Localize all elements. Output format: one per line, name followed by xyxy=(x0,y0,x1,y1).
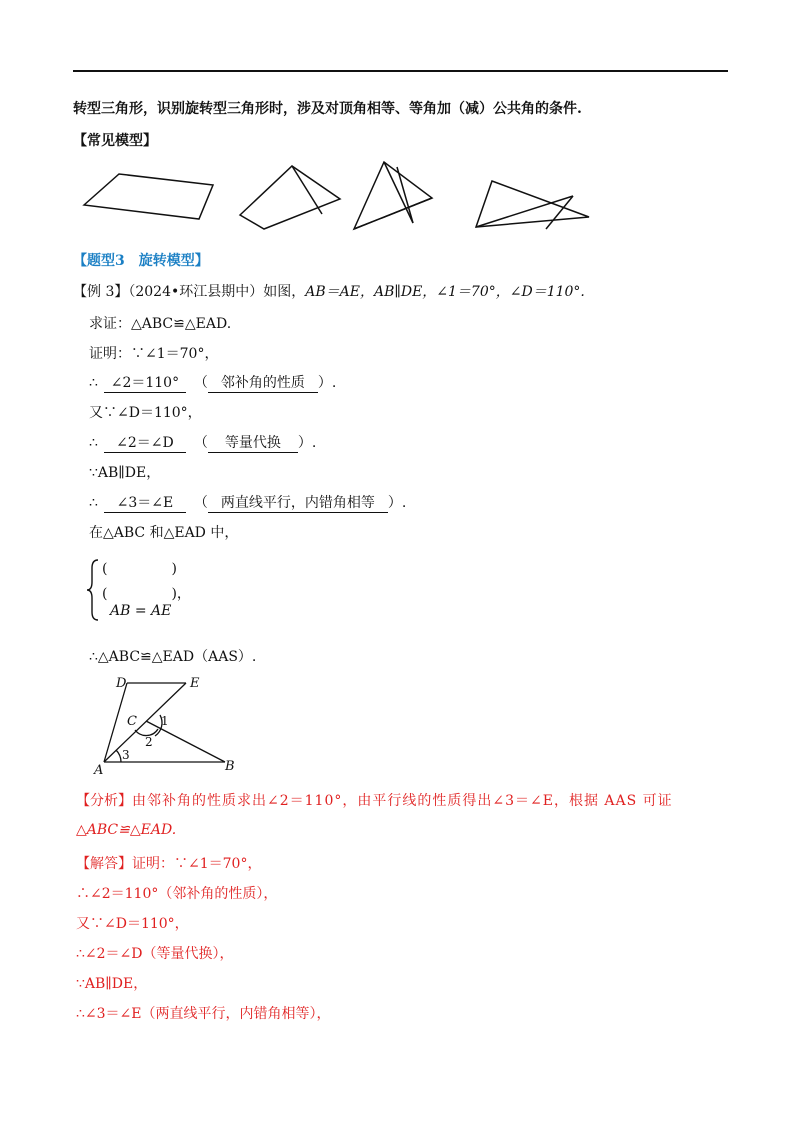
label-B: B xyxy=(225,759,235,774)
example-source: （2024•环江县期中）如图， xyxy=(128,284,306,300)
system-line1-close: ) xyxy=(171,561,177,577)
system-line1-open: ( xyxy=(102,561,108,577)
conclusion-line: ∴△ABC≌△EAD（AAS）. xyxy=(89,649,257,665)
answer-line5: ∵AB∥DE， xyxy=(76,976,148,992)
angle-arc-3 xyxy=(116,750,121,762)
step3-reason: 等量代换 xyxy=(208,435,298,453)
analysis-label: 【分析】 xyxy=(76,793,132,809)
answer-line2: ∴∠2＝110°（邻补角的性质）， xyxy=(76,886,278,902)
common-models-heading: 【常见模型】 xyxy=(73,133,157,149)
system-line3: AB = AE xyxy=(110,603,172,619)
label-D: D xyxy=(116,676,127,691)
analysis-line1 xyxy=(76,790,673,810)
system-line2-open: ( xyxy=(102,586,108,602)
answer-text1: 证明：∵∠1＝70°， xyxy=(132,856,262,872)
step1-prefix: ∴ xyxy=(89,375,98,391)
analysis-text1: 由邻补角的性质求出∠2＝110°，由平行线的性质得出∠3＝∠E，根据 AAS 可证 xyxy=(132,793,673,809)
step3-prefix: ∴ xyxy=(89,435,98,451)
proof-step4: ∵AB∥DE， xyxy=(89,465,161,481)
label-A: A xyxy=(94,763,104,778)
system-line2-close: )， xyxy=(171,586,191,602)
section-title: 【题型3 旋转模型】 xyxy=(73,253,209,269)
step5-prefix: ∴ xyxy=(89,495,98,511)
step1-blank: ∠2＝110° xyxy=(104,375,186,393)
answer-line3: 又∵∠D＝110°， xyxy=(76,916,189,932)
step5-reason: 两直线平行，内错角相等 xyxy=(208,495,388,513)
example-label: 【例 3】 xyxy=(73,284,129,300)
segment-CB xyxy=(146,721,225,762)
step3-blank: ∠2＝∠D xyxy=(104,435,186,453)
label-angle2: 2 xyxy=(145,735,153,749)
step1-reason: 邻补角的性质 xyxy=(208,375,318,393)
proof-step1: ∴ ∠2＝110° （ 邻补角的性质 ）. xyxy=(89,375,337,391)
label-angle3: 3 xyxy=(122,748,130,762)
proof-start: 证明：∵∠1＝70°， xyxy=(89,346,219,362)
answer-label: 【解答】 xyxy=(76,856,132,872)
intro-line: 转型三角形，识别旋转型三角形时，涉及对顶角相等、等角加（减）公共角的条件. xyxy=(73,101,582,117)
answer-line4: ∴∠2＝∠D（等量代换）， xyxy=(76,946,234,962)
answer-line1 xyxy=(76,853,261,873)
label-angle1: 1 xyxy=(161,714,169,728)
example-given: AB＝AE，AB∥DE，∠1＝70°，∠D＝110°. xyxy=(305,284,585,300)
proof-step2: 又∵∠D＝110°， xyxy=(89,405,202,421)
analysis-line2: △ABC≌△EAD. xyxy=(76,822,177,838)
proof-step5: ∴ ∠3＝∠E （ 两直线平行，内错角相等 ）. xyxy=(89,495,407,511)
proof-step3: ∴ ∠2＝∠D （ 等量代换 ）. xyxy=(89,435,317,451)
answer-line6: ∴∠3＝∠E（两直线平行，内错角相等）， xyxy=(76,1006,331,1022)
in-triangles-line: 在△ABC 和△EAD 中， xyxy=(89,525,239,541)
prove-line: 求证：△ABC≌△EAD. xyxy=(89,316,232,332)
label-E: E xyxy=(190,676,200,691)
label-C: C xyxy=(127,714,137,729)
step5-blank: ∠3＝∠E xyxy=(104,495,186,513)
